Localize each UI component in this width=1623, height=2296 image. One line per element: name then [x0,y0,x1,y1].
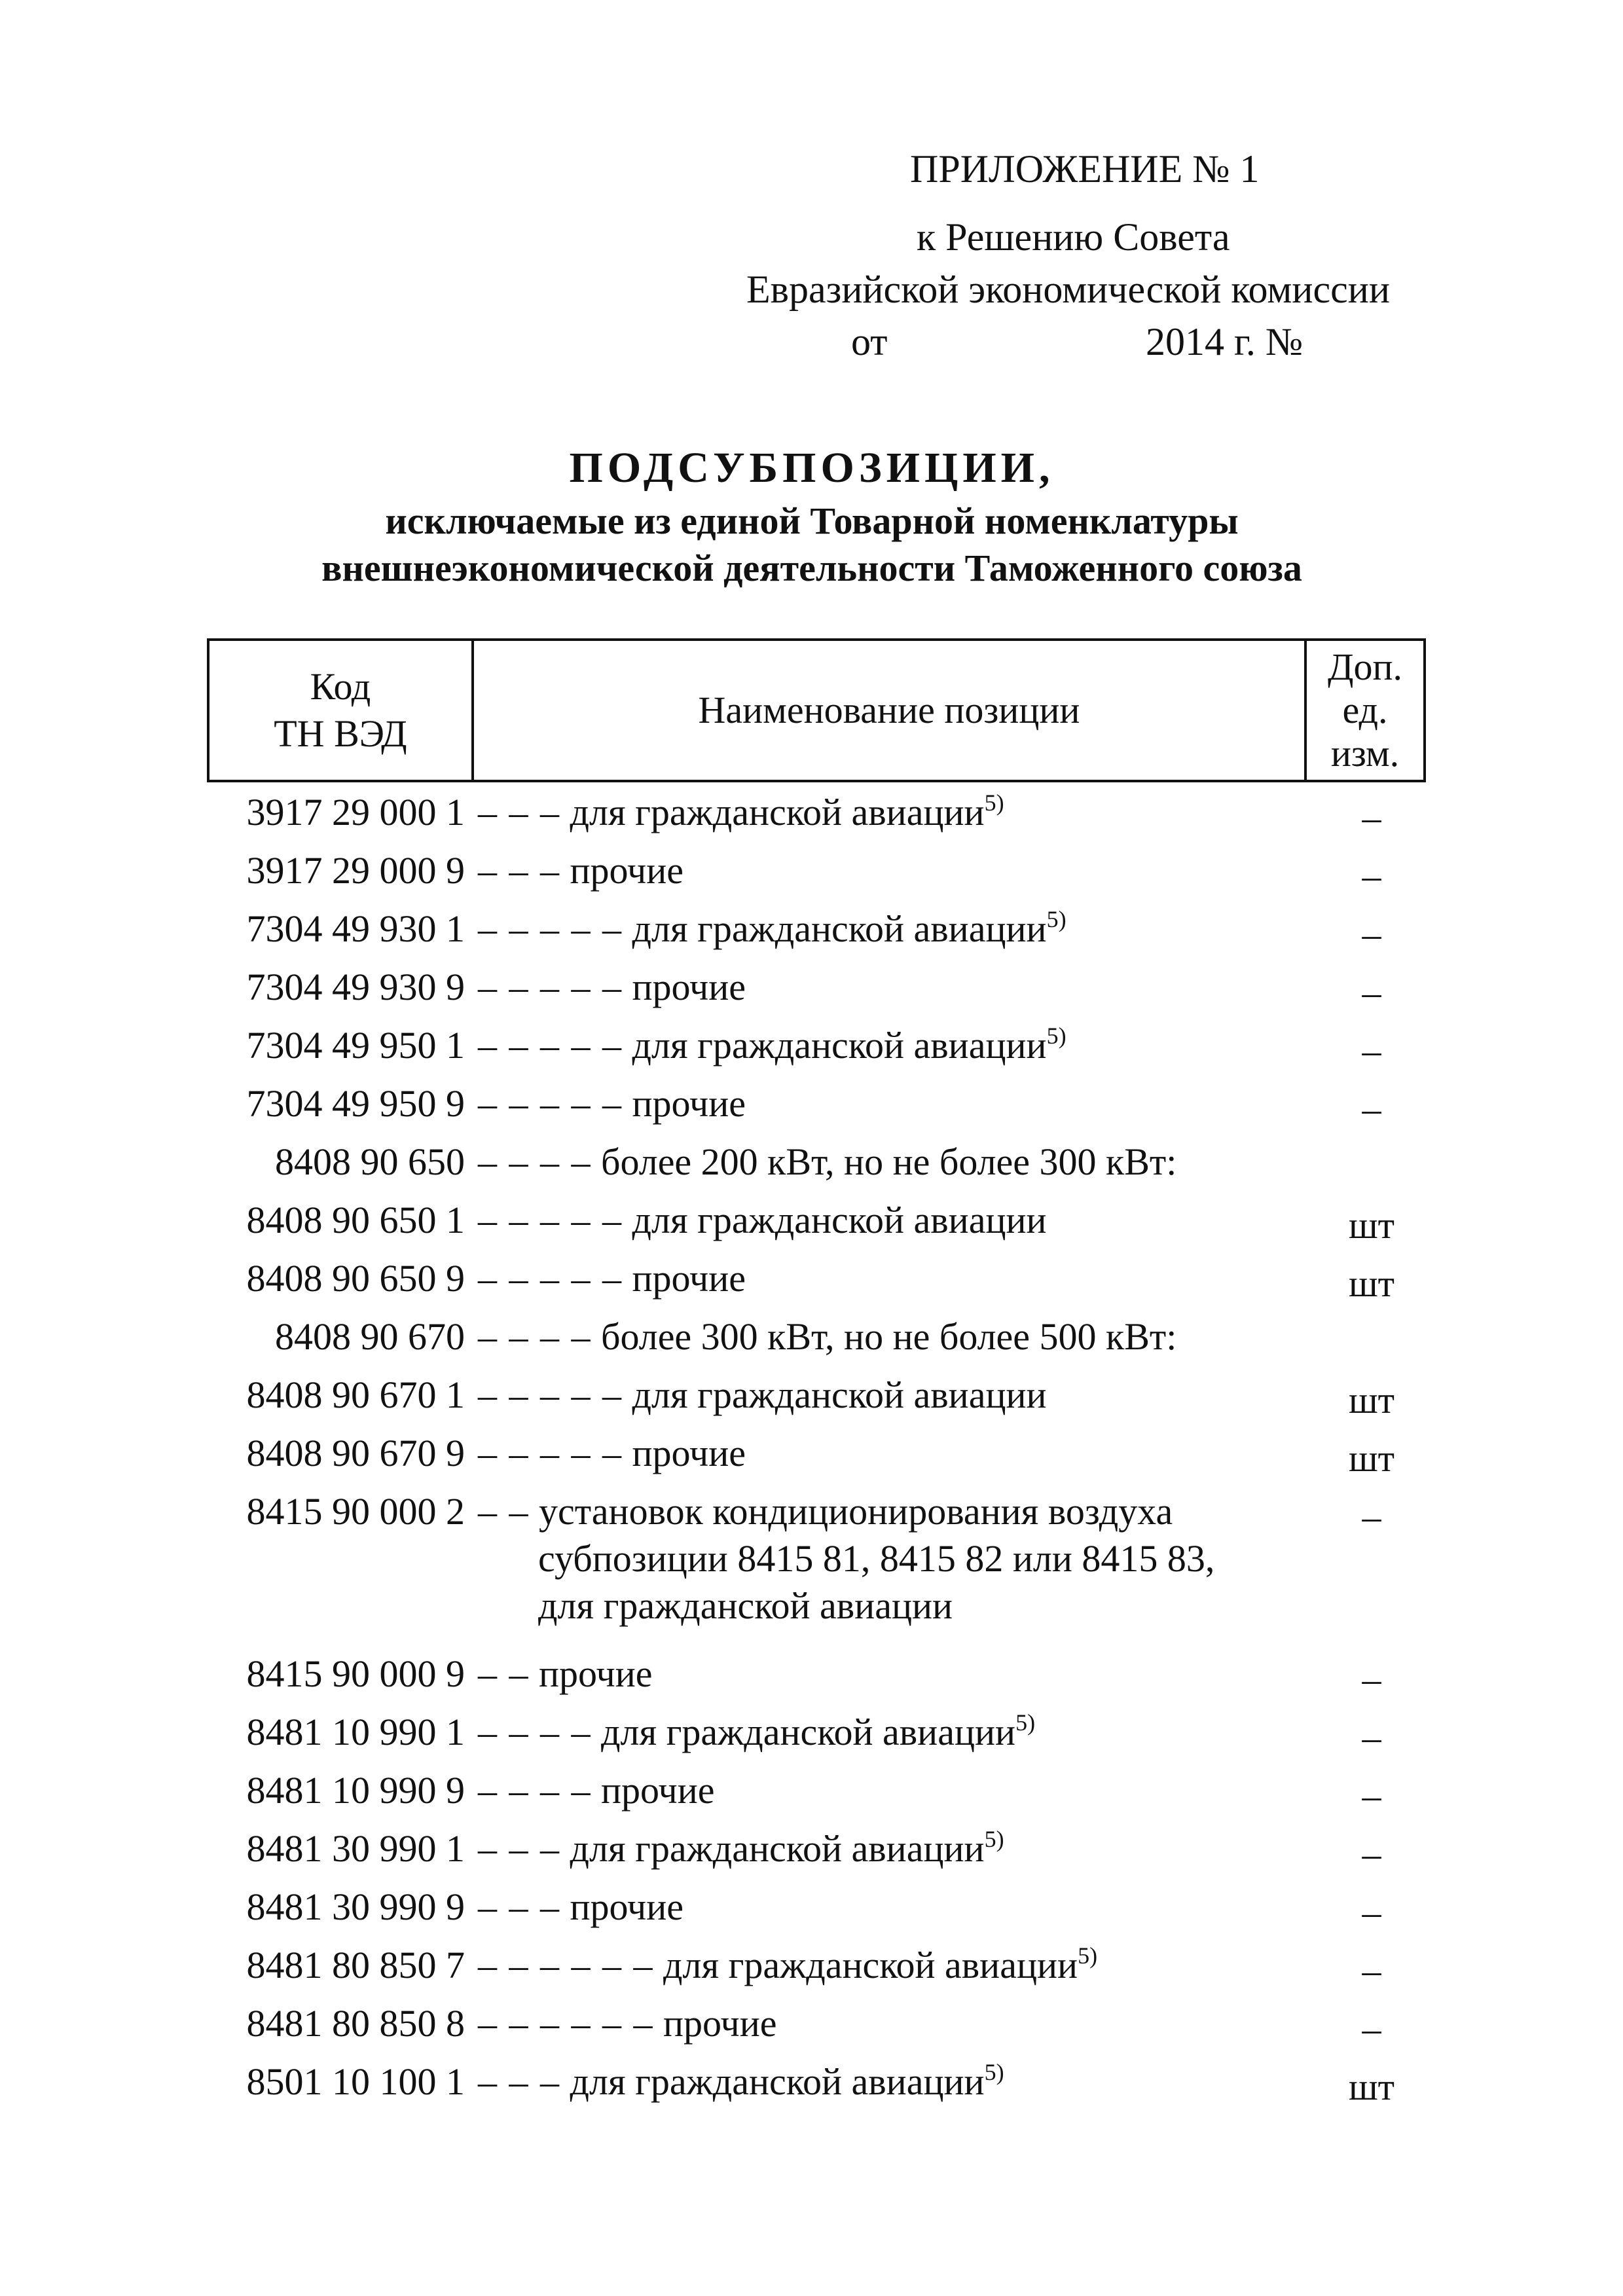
table-row [190,1760,1434,1819]
table-row [190,1307,1434,1365]
table-body [190,782,1434,2110]
header-unit-line-1: Доп. [1327,646,1403,688]
row-unit: – [1362,854,1381,897]
row-dash: – – – – – [478,1024,623,1066]
table-row [190,1819,1434,1877]
row-name-text: для гражданской авиации [570,1827,985,1870]
row-name-text: прочие [632,1257,746,1300]
row-name-text: более 300 кВт, но не более 500 кВт: [601,1315,1177,1358]
row-dash: – – – [478,849,560,892]
row-code: 8481 80 850 7 [246,1944,465,1986]
row-name-text: для гражданской авиации [632,1199,1047,1241]
table-row [190,1702,1434,1760]
row-code: 8408 90 670 [275,1315,465,1358]
row-footnote: 5) [1046,906,1067,932]
row-code: 3917 29 000 1 [246,791,465,833]
table-header [207,638,1426,782]
row-dash: – – – – – [478,1432,623,1474]
table-row [190,782,1434,841]
row-name [478,1255,1421,1302]
row-name-text: более 200 кВт, но не более 300 кВт: [601,1140,1177,1183]
row-code: 8408 90 650 1 [246,1199,465,1241]
row-name [478,1488,1421,1630]
row-dash: – – – – – – [478,1944,654,1986]
row-dash: – – – [478,1886,560,1928]
table-row [190,1935,1434,1994]
row-dash: – – – – – [478,966,623,1008]
row-name-text: для гражданской авиации [632,907,1047,950]
row-name-text: прочие [601,1769,715,1812]
row-code: 8481 10 990 9 [246,1769,465,1812]
table-row [190,841,1434,899]
row-dash: – – [478,1652,530,1695]
row-code: 8481 30 990 9 [246,1886,465,1928]
row-footnote: 5) [1015,1709,1036,1736]
header-code-line-1: Код [310,665,371,708]
header-unit-line-3: изм. [1330,732,1400,774]
row-code: 3917 29 000 9 [246,849,465,892]
row-footnote: 5) [984,2059,1004,2085]
row-name [478,1313,1421,1360]
row-code: 7304 49 950 1 [246,1024,465,1066]
row-name [478,1709,1421,1756]
row-name-text: прочие [570,1886,684,1928]
row-code: 8501 10 100 1 [246,2060,465,2103]
row-code: 8415 90 000 2 [246,1490,465,1533]
row-name [478,1825,1421,1872]
row-dash: – – – – [478,1315,592,1358]
row-unit: шт [1348,1437,1395,1480]
row-name-text: прочие [570,849,684,892]
row-dash: – – – – [478,1769,592,1812]
row-name [478,1139,1421,1186]
row-code: 8415 90 000 9 [246,1652,465,1695]
table-row [190,957,1434,1015]
title-main: ПОДСУБПОЗИЦИИ, [569,444,1055,492]
row-name [478,1767,1421,1814]
row-dash: – – – – – [478,907,623,950]
row-name-text: для гражданской авиации [570,791,985,833]
row-dash: – – – – [478,1711,592,1753]
row-dash: – – – – – – [478,2002,654,2045]
row-dash: – – – – [478,1140,592,1183]
header-code [210,641,474,780]
row-unit: – [1362,1495,1381,1538]
row-unit: – [1362,2007,1381,2050]
row-unit: – [1362,1949,1381,1992]
header-unit [1307,641,1423,780]
row-name [478,905,1421,953]
row-unit: – [1362,913,1381,955]
title-sub-line-1: исключаемые из единой Товарной номенклатуры [385,500,1239,542]
row-unit: – [1362,1658,1381,1700]
header-unit-line-2: ед. [1342,689,1388,731]
row-dash: – – – [478,791,560,833]
row-name-line-2: субпозиции 8415 81, 8415 82 или 8415 83, [538,1537,1215,1580]
row-dash: – – – – – [478,1257,623,1300]
row-code: 8408 90 670 1 [246,1374,465,1416]
row-dash: – – – [478,1827,560,1870]
row-name-text: прочие [663,2002,777,2045]
row-dash: – – [478,1490,530,1533]
row-dash: – – – – – [478,1199,623,1241]
table-row [190,1365,1434,1423]
row-name-text: для гражданской авиации [601,1711,1016,1753]
row-name-text: для гражданской авиации [663,1944,1078,1986]
row-unit: – [1362,796,1381,839]
row-code: 7304 49 930 9 [246,966,465,1008]
row-name [478,847,1421,894]
table-row [190,2052,1434,2110]
row-name-text: для гражданской авиации [570,2060,985,2103]
table-row [190,1423,1434,1482]
row-unit: – [1362,1774,1381,1817]
row-unit: – [1362,1087,1381,1130]
row-footnote: 5) [984,1826,1004,1852]
table-row [190,1994,1434,2052]
table-row [190,1190,1434,1248]
table-row [190,1248,1434,1307]
row-name [478,1430,1421,1477]
table-row [190,1644,1434,1702]
row-code: 8481 30 990 1 [246,1827,465,1870]
row-name [478,964,1421,1011]
row-name [478,1942,1421,1989]
row-code: 8481 10 990 1 [246,1711,465,1753]
row-dash: – – – [478,2060,560,2103]
row-name [478,789,1421,836]
row-unit: шт [1348,1262,1395,1305]
table-row [190,1015,1434,1074]
decision-date-line [746,316,1434,368]
row-name [478,1884,1421,1931]
decision-year: 2014 г. № [1146,320,1304,363]
row-name [478,1372,1421,1419]
row-name-text: прочие [632,1432,746,1474]
row-code: 8481 80 850 8 [246,2002,465,2045]
row-code: 8408 90 650 [275,1140,465,1183]
row-name [478,1022,1421,1069]
row-name-text: для гражданской авиации [632,1024,1047,1066]
row-code: 8408 90 670 9 [246,1432,465,1474]
row-name [478,1080,1421,1127]
row-footnote: 5) [984,790,1004,816]
decision-reference [746,211,1434,368]
row-unit: – [1362,1832,1381,1875]
annex-number: ПРИЛОЖЕНИЕ № 1 [910,147,1260,191]
row-unit: – [1362,1029,1381,1072]
title-sub-line-2: внешнеэкономической деятельности Таможенного союза [321,547,1302,589]
table-row [190,1877,1434,1935]
row-code: 7304 49 930 1 [246,907,465,950]
row-name-text: установок кондиционирования воздуха [539,1490,1173,1533]
document-title [196,439,1427,592]
decision-line-1: к Решению Совета [917,215,1230,259]
row-dash: – – – – – [478,1082,623,1125]
header-code-line-2: ТН ВЭД [274,712,407,755]
table-row [190,1482,1434,1644]
header-name: Наименование позиции [474,641,1307,780]
decision-from: от [851,320,888,363]
row-dash: – – – – – [478,1374,623,1416]
row-footnote: 5) [1078,1942,1098,1969]
row-name [478,2000,1421,2047]
row-footnote: 5) [1046,1023,1067,1049]
row-code: 8408 90 650 9 [246,1257,465,1300]
row-name-text: для гражданской авиации [632,1374,1047,1416]
row-unit: шт [1348,1204,1395,1247]
row-name [478,2058,1421,2105]
row-name-text: прочие [539,1652,653,1695]
row-name-text: прочие [632,1082,746,1125]
row-unit: – [1362,1716,1381,1758]
row-unit: – [1362,971,1381,1013]
table-row [190,899,1434,957]
row-code: 7304 49 950 9 [246,1082,465,1125]
row-unit: шт [1348,2066,1395,2108]
row-name [478,1197,1421,1244]
row-name-line-3: для гражданской авиации [538,1584,953,1627]
row-name [478,1650,1421,1698]
row-name-text: прочие [632,966,746,1008]
table-row [190,1132,1434,1190]
decision-line-2: Евразийской экономической комиссии [746,268,1390,311]
row-unit: шт [1348,1379,1395,1421]
row-unit: – [1362,1891,1381,1933]
table-row [190,1074,1434,1132]
